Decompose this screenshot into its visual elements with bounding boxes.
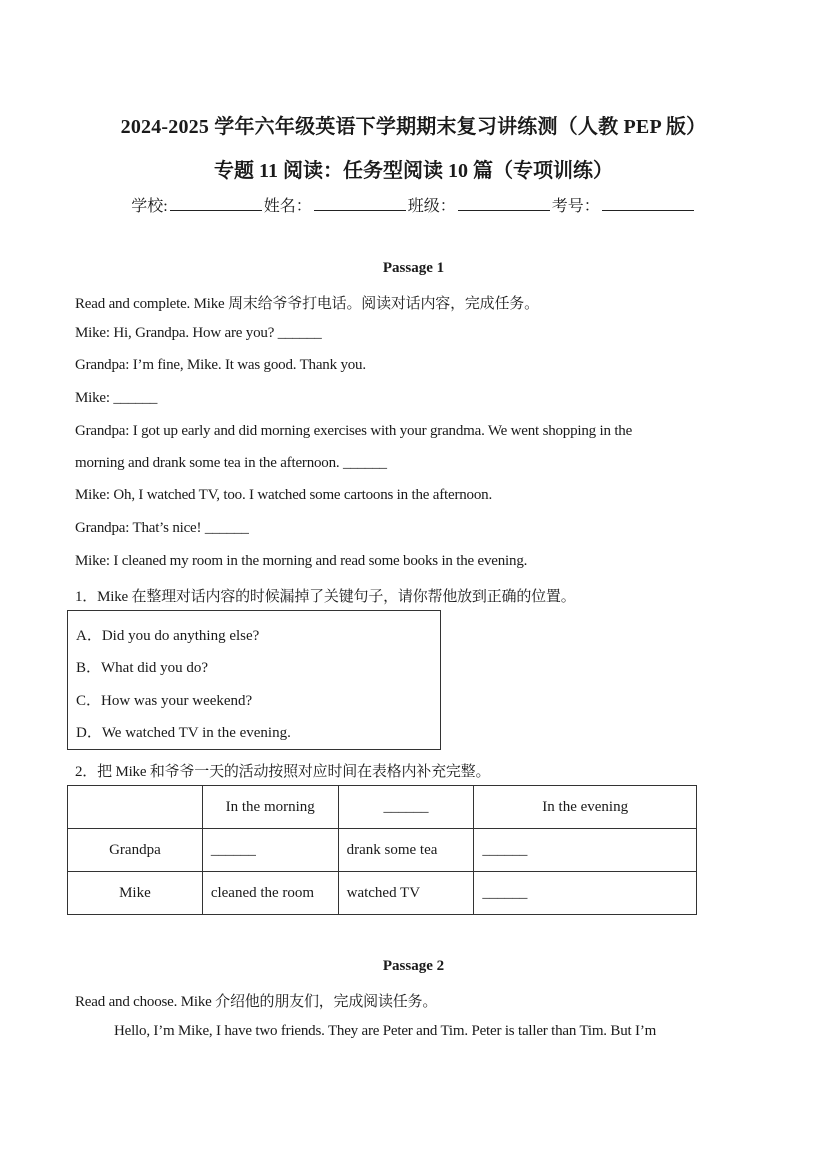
option-c: C．How was your weekend? <box>76 693 253 709</box>
table-row <box>68 829 697 872</box>
table-cell-blank[interactable]: ______ <box>474 829 697 872</box>
dialogue-line: Mike: Oh, I watched TV, too. I watched some cartoons in the afternoon. <box>75 487 493 503</box>
dialogue-line: Mike: ______ <box>75 390 158 406</box>
table-cell-blank[interactable]: ______ <box>338 786 474 829</box>
table-cell: In the evening <box>474 786 697 829</box>
document-subtitle: 专题 11 阅读：任务型阅读 10 篇（专项训练） <box>214 160 613 182</box>
table-cell: In the morning <box>202 786 338 829</box>
table-header-row <box>68 786 697 829</box>
dialogue-line: Grandpa: That’s nice! ______ <box>75 520 249 536</box>
table-cell: watched TV <box>338 872 474 915</box>
dialogue-line: Grandpa: I got up early and did morning exercises with your grandma. We went shopping in the <box>75 423 633 439</box>
exam-number-blank[interactable] <box>602 196 694 211</box>
name-label: 姓名： <box>263 198 312 215</box>
table-cell: Grandpa <box>68 829 203 872</box>
dialogue-line: Mike: I cleaned my room in the morning and read some books in the evening. <box>75 553 528 569</box>
student-info-row <box>0 193 827 216</box>
table-cell: Mike <box>68 872 203 915</box>
class-label: 班级： <box>407 198 456 215</box>
document-title: 2024-2025 学年六年级英语下学期期末复习讲练测（人教 PEP 版） <box>120 116 707 138</box>
dialogue-line: morning and drank some tea in the afternoon. ______ <box>75 455 387 471</box>
passage-1-title: Passage 1 <box>382 260 445 276</box>
dialogue-line: Mike: Hi, Grandpa. How are you? ______ <box>75 325 322 341</box>
option-d: D．We watched TV in the evening. <box>76 725 291 741</box>
passage-2-text: Hello, I’m Mike, I have two friends. They are Peter and Tim. Peter is taller than Tim. But I’m <box>114 1023 657 1039</box>
class-blank[interactable] <box>458 196 550 211</box>
activity-table <box>67 785 697 915</box>
question-1: 1．Mike 在整理对话内容的时候漏掉了关键句子，请你帮他放到正确的位置。 <box>75 589 576 605</box>
table-cell <box>68 786 203 829</box>
passage-1-intro: Read and complete. Mike 周末给爷爷打电话。阅读对话内容，完成任务。 <box>75 296 539 312</box>
name-blank[interactable] <box>314 196 406 211</box>
table-cell: drank some tea <box>338 829 474 872</box>
exam-number-label: 考号： <box>551 198 600 215</box>
question-2: 2．把 Mike 和爷爷一天的活动按照对应时间在表格内补充完整。 <box>75 764 491 780</box>
option-b: B．What did you do? <box>76 660 209 676</box>
passage-2-title: Passage 2 <box>382 958 445 974</box>
table-row <box>68 872 697 915</box>
school-label: 学校: <box>131 198 168 215</box>
table-cell-blank[interactable]: ______ <box>474 872 697 915</box>
passage-2-intro: Read and choose. Mike 介绍他的朋友们，完成阅读任务。 <box>75 994 438 1010</box>
table-cell: cleaned the room <box>202 872 338 915</box>
school-blank[interactable] <box>170 196 262 211</box>
table-cell-blank[interactable]: ______ <box>202 829 338 872</box>
dialogue-line: Grandpa: I’m fine, Mike. It was good. Thank you. <box>75 357 366 373</box>
options-box <box>67 610 441 750</box>
option-a: A．Did you do anything else? <box>76 628 260 644</box>
